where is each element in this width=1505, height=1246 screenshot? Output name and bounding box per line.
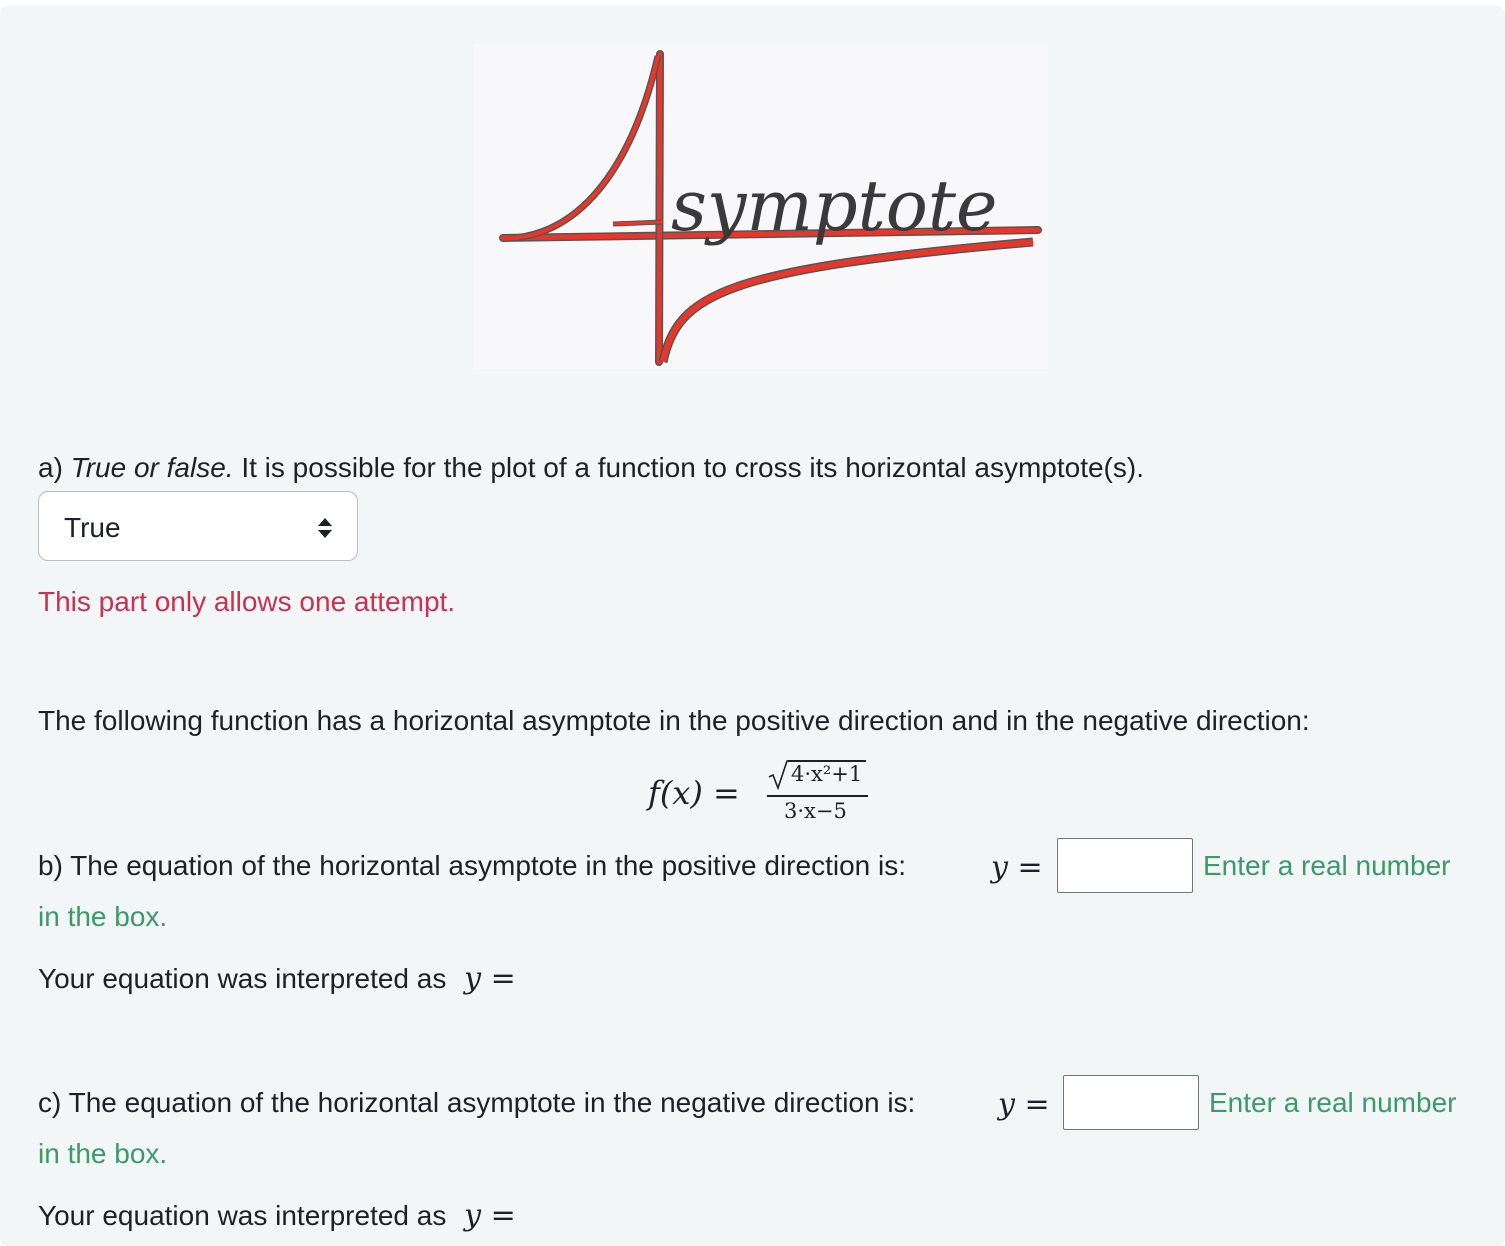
part-c-hint-cont: in the box. (38, 1138, 168, 1169)
part-a-prefix: a) (38, 452, 63, 483)
part-c-y-equals: y = (998, 1087, 1050, 1122)
part-a-italic: True or false. (70, 452, 234, 483)
true-false-select[interactable] (38, 491, 358, 561)
part-b-answer-input[interactable] (1057, 838, 1193, 893)
part-c-interpreted (38, 1198, 516, 1233)
attempt-warning: This part only allows one attempt. (38, 586, 456, 617)
part-b-y-equals: y = (991, 850, 1043, 885)
formula-lhs: f(x) = (648, 774, 740, 812)
part-b-question: b) The equation of the horizontal asymptote in the positive direction is: (38, 850, 906, 881)
part-c-interpreted-math: y = (464, 1198, 516, 1233)
select-arrows-icon (317, 516, 333, 540)
part-c-answer-input[interactable] (1063, 1075, 1199, 1130)
part-c-hint: Enter a real number (1209, 1087, 1457, 1118)
intro-text: The following function has a horizontal asymptote in the positive direction and in the negative direction: (38, 705, 1310, 736)
part-c-interpreted-label: Your equation was interpreted as (38, 1200, 447, 1231)
part-b-interpreted (38, 961, 516, 996)
part-b-hint: Enter a real number (1203, 850, 1451, 881)
formula-numerator: 4·x²+1 (791, 762, 863, 786)
part-b-interpreted-label: Your equation was interpreted as (38, 963, 447, 994)
asymptote-logo-graphic (473, 44, 1048, 369)
part-b-hint-cont: in the box. (38, 901, 168, 932)
formula-denominator: 3·x−5 (784, 799, 847, 823)
logo-text: symptote (671, 165, 998, 247)
fraction-bar (767, 795, 868, 797)
part-c-question: c) The equation of the horizontal asymptote in the negative direction is: (38, 1087, 916, 1118)
sqrt-icon (768, 760, 790, 790)
part-a-question (38, 452, 1144, 484)
asymptote-logo (473, 44, 1048, 369)
select-value: True (64, 512, 121, 543)
part-a-statement: It is possible for the plot of a function to cross its horizontal asymptote(s). (241, 452, 1144, 483)
part-b-interpreted-math: y = (464, 961, 516, 996)
